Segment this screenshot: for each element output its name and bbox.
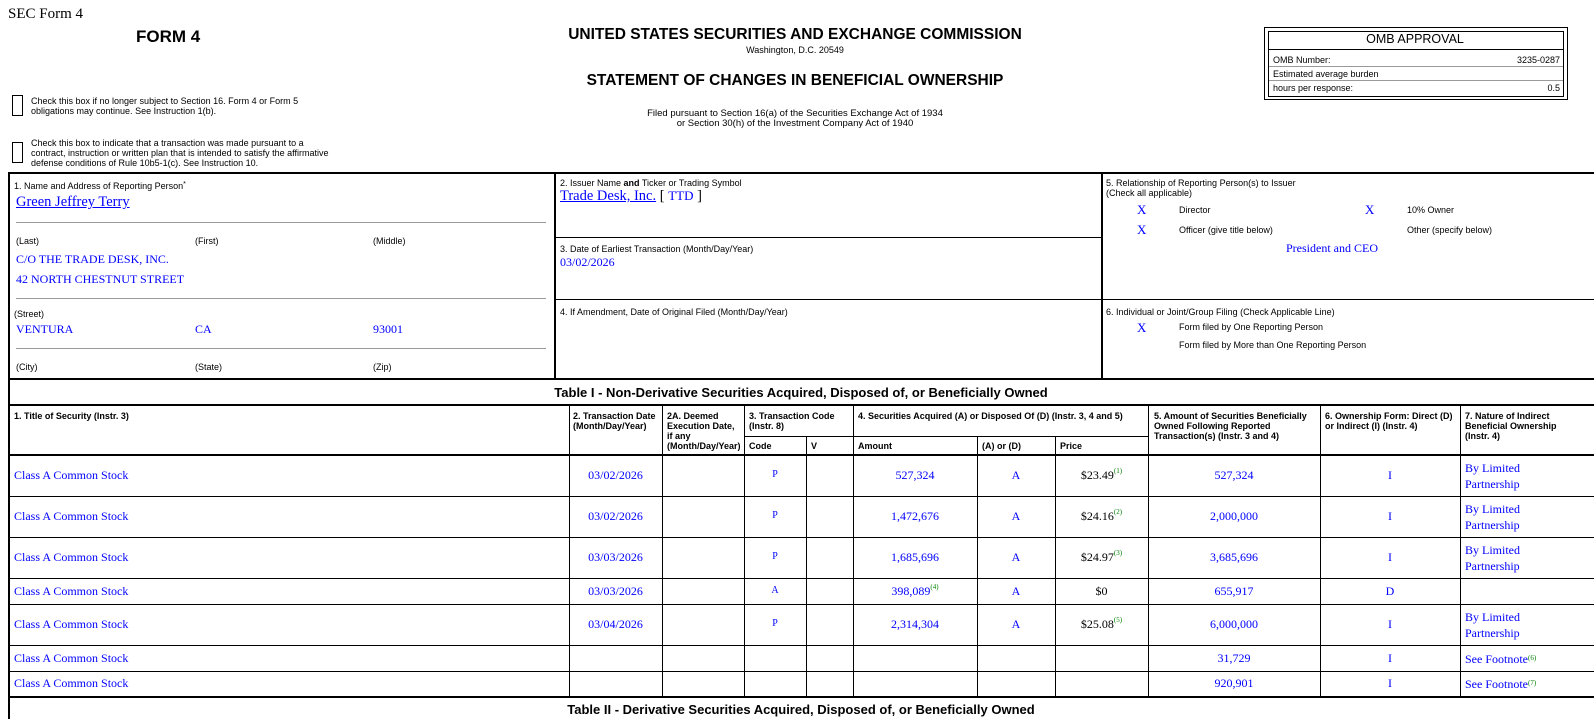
th-nature [1465, 411, 1557, 441]
section16-checkbox[interactable] [12, 95, 23, 116]
th-aord: (A) or (D) [982, 441, 1021, 451]
cell-aord: A [1011, 584, 1021, 598]
officer-mark: X [1137, 222, 1147, 237]
ten-percent-owner-label: 10% Owner [1407, 205, 1455, 215]
checkbox2-line1: Check this box to indicate that a transaction was made pursuant to a [31, 138, 304, 148]
th-form [1325, 411, 1453, 431]
cell-code: A [771, 585, 779, 596]
omb-title: OMB APPROVAL [1366, 32, 1464, 46]
amount-footnote[interactable]: (4) [930, 583, 939, 591]
director-mark: X [1137, 202, 1147, 217]
cell-nature [1465, 542, 1520, 574]
box5-label-line2: (Check all applicable) [1106, 188, 1193, 198]
cell-form: I [1388, 550, 1392, 564]
box3-label: 3. Date of Earliest Transaction (Month/Day/Year) [560, 244, 754, 254]
director-label: Director [1179, 205, 1211, 215]
cell-form: I [1388, 617, 1392, 631]
cell-form: I [1388, 651, 1392, 665]
statement-title: STATEMENT OF CHANGES IN BENEFICIAL OWNERSHIP [586, 72, 1004, 89]
checkbox2-line3: defense conditions of Rule 10b5-1(c). See Instruction 10. [31, 158, 259, 168]
officer-label: Officer (give title below) [1179, 225, 1273, 235]
omb-hours-value: 0.5 [1547, 83, 1560, 93]
th-form-2: or Indirect (I) (Instr. 4) [1325, 421, 1418, 431]
cell-title: Class A Common Stock [14, 651, 129, 665]
cell-amount [853, 617, 977, 632]
th-owned-2: Owned Following Reported [1154, 421, 1271, 431]
nature-footnote[interactable]: (7) [1528, 679, 1537, 687]
omb-divider [1269, 49, 1563, 50]
cell-owned: 2,000,000 [1210, 509, 1258, 523]
th-code: Code [749, 441, 772, 451]
table2-title: Table II - Derivative Securities Acquired, Disposed of, or Beneficially Owned [567, 702, 1035, 717]
city-label: (City) [16, 362, 38, 372]
th-date-1: 2. Transaction Date [573, 411, 656, 421]
cell-owned: 3,685,696 [1210, 550, 1258, 564]
omb-number-label: OMB Number: [1273, 55, 1331, 65]
nature-footnote[interactable]: (6) [1528, 654, 1537, 662]
cell-form: D [1385, 584, 1395, 598]
th-owned-1: 5. Amount of Securities Beneficially [1154, 411, 1307, 421]
th-deemed-4: (Month/Day/Year) [667, 441, 741, 451]
cell-amount [853, 468, 977, 483]
cell-title: Class A Common Stock [14, 617, 129, 631]
cell-owned: 920,901 [1214, 676, 1254, 690]
th-deemed-1: 2A. Deemed [667, 411, 719, 421]
ticker-symbol: TTD [668, 188, 694, 203]
nature-line2: Partnership [1465, 518, 1520, 532]
cell-title: Class A Common Stock [14, 509, 129, 523]
price-footnote[interactable]: (1) [1113, 467, 1123, 475]
agency-title: UNITED STATES SECURITIES AND EXCHANGE COMMISSION [568, 26, 1022, 43]
subheader-line [744, 436, 1148, 437]
last-label: (Last) [16, 236, 40, 246]
earliest-transaction-date: 03/02/2026 [560, 255, 615, 269]
omb-divider-2 [1269, 66, 1563, 67]
price-value: $0 [1095, 584, 1108, 598]
price-value: $23.49 [1080, 468, 1114, 482]
cell-form: I [1388, 676, 1392, 690]
box2-label-bold: and [623, 178, 640, 188]
cell-owned: 527,324 [1214, 468, 1254, 482]
cell-owned: 655,917 [1214, 584, 1254, 598]
city-underline [16, 348, 546, 349]
box2-bottom-border [555, 237, 1101, 238]
cell-form: I [1388, 509, 1392, 523]
rule10b5-checkbox[interactable] [12, 142, 23, 163]
th-nature-3: (Instr. 4) [1465, 431, 1501, 441]
filed-line-2: or Section 30(h) of the Investment Company Act of 1940 [676, 118, 914, 129]
amount-value: 398,089 [891, 584, 931, 598]
th-code-group-2: (Instr. 8) [749, 421, 785, 431]
cell-aord: A [1011, 550, 1021, 564]
checkbox2-line2: contract, instruction or written plan that is intended to satisfy the affirmative [31, 148, 329, 158]
box4-label: 4. If Amendment, Date of Original Filed (Month/Day/Year) [560, 307, 788, 317]
box2-right-border [1101, 172, 1103, 380]
cell-title: Class A Common Stock [14, 676, 129, 690]
cell-nature [1465, 460, 1520, 492]
th-v: V [811, 441, 818, 451]
address-line-2: 42 NORTH CHESTNUT STREET [16, 272, 185, 286]
cell-nature [1465, 609, 1520, 641]
multiple-persons-label: Form filed by More than One Reporting Person [1179, 340, 1367, 350]
ticker-bracket-open: [ [659, 188, 665, 204]
nature-line1: By Limited [1465, 502, 1520, 516]
checkbox1-line2: obligations may continue. See Instruction 1(b). [31, 106, 217, 116]
price-footnote[interactable]: (5) [1113, 616, 1123, 624]
box5-bottom-border [1102, 299, 1594, 300]
cell-code: P [772, 469, 778, 480]
th-owned [1154, 411, 1307, 441]
nature-line1: See Footnote [1465, 652, 1528, 666]
one-person-mark: X [1137, 320, 1147, 335]
omb-divider-3 [1269, 80, 1563, 81]
table1-header-top [8, 404, 1594, 406]
omb-burden-label: Estimated average burden [1273, 69, 1379, 79]
box2-label-pre: 2. Issuer Name [560, 178, 624, 188]
omb-hours-label: hours per response: [1273, 83, 1354, 93]
info-bottom-border [8, 378, 1594, 380]
nature-line2: Partnership [1465, 626, 1520, 640]
th-deemed [667, 411, 741, 451]
cell-amount [853, 550, 977, 565]
cell-title: Class A Common Stock [14, 550, 129, 564]
th-nature-1: 7. Nature of Indirect [1465, 411, 1550, 421]
amount-value: 2,314,304 [891, 617, 939, 631]
info-top-border [8, 172, 1594, 174]
cell-price [1055, 468, 1148, 483]
street-label: (Street) [14, 309, 45, 319]
th-securities: 4. Securities Acquired (A) or Disposed Of (D) (Instr. 3, 4 and 5) [858, 411, 1123, 421]
cell-price [1055, 584, 1148, 599]
amount-value: 1,472,676 [891, 509, 939, 523]
omb-number-value: 3235-0287 [1516, 55, 1560, 65]
th-code-group [749, 411, 835, 431]
address-underline [16, 298, 546, 299]
cell-aord: A [1011, 509, 1021, 523]
cell-title: Class A Common Stock [14, 468, 129, 482]
filed-line-1: Filed pursuant to Section 16(a) of the Securities Exchange Act of 1934 [647, 108, 943, 119]
th-nature-2: Beneficial Ownership [1465, 421, 1557, 431]
name-underline [16, 222, 546, 223]
state-label: (State) [195, 362, 223, 372]
nature-line1: By Limited [1465, 461, 1520, 475]
cell-date: 03/02/2026 [588, 468, 643, 482]
officer-title: President and CEO [1286, 241, 1378, 255]
cell-price [1055, 617, 1148, 632]
price-value: $24.16 [1080, 509, 1114, 523]
th-amount: Amount [858, 441, 892, 451]
cell-nature [1465, 676, 1536, 692]
cell-date: 03/03/2026 [588, 550, 643, 564]
cell-owned: 6,000,000 [1210, 617, 1258, 631]
box3-bottom-border [555, 299, 1101, 300]
cell-aord: A [1011, 617, 1021, 631]
one-person-label: Form filed by One Reporting Person [1179, 322, 1324, 332]
th-owned-3: Transaction(s) (Instr. 3 and 4) [1154, 431, 1280, 441]
cell-nature [1465, 501, 1520, 533]
agency-location: Washington, D.C. 20549 [746, 45, 844, 55]
section16-checkbox-text [31, 96, 298, 116]
cell-form: I [1388, 468, 1392, 482]
amount-value: 1,685,696 [891, 550, 939, 564]
box1-label-text: 1. Name and Address of Reporting Person [14, 181, 184, 191]
th-form-1: 6. Ownership Form: Direct (D) [1325, 411, 1453, 421]
cell-aord: A [1011, 468, 1021, 482]
th-date-2: (Month/Day/Year) [573, 421, 647, 431]
cell-price [1055, 550, 1148, 565]
issuer-link[interactable]: Trade Desk, Inc. [560, 188, 657, 204]
middle-label: (Middle) [373, 236, 406, 246]
nature-line1: By Limited [1465, 543, 1520, 557]
checkbox1-line1: Check this box if no longer subject to Section 16. Form 4 or Form 5 [31, 96, 299, 106]
nature-line2: Partnership [1465, 477, 1520, 491]
nature-line1: See Footnote [1465, 677, 1528, 691]
ten-percent-owner-mark: X [1365, 202, 1375, 217]
th-title: 1. Title of Security (Instr. 3) [14, 411, 129, 421]
box1-label [14, 181, 186, 191]
th-price: Price [1060, 441, 1083, 451]
nature-line2: Partnership [1465, 559, 1520, 573]
box6-label: 6. Individual or Joint/Group Filing (Check Applicable Line) [1106, 307, 1335, 317]
price-footnote[interactable]: (2) [1113, 508, 1123, 516]
reporting-person-link[interactable]: Green Jeffrey Terry [16, 194, 130, 210]
cell-owned: 31,729 [1217, 651, 1251, 665]
city-value: VENTURA [16, 322, 74, 336]
price-value: $25.08 [1080, 617, 1114, 631]
box2-label-post: Ticker or Trading Symbol [639, 178, 742, 188]
address-line-1: C/O THE TRADE DESK, INC. [16, 252, 169, 266]
cell-amount [853, 584, 977, 599]
cell-date: 03/04/2026 [588, 617, 643, 631]
first-label: (First) [195, 236, 219, 246]
price-value: $24.97 [1080, 550, 1114, 564]
cell-title: Class A Common Stock [14, 584, 129, 598]
th-code-group-1: 3. Transaction Code [749, 411, 835, 421]
box5-label-line1: 5. Relationship of Reporting Person(s) to Issuer [1106, 178, 1296, 188]
nature-line1: By Limited [1465, 610, 1520, 624]
th-deemed-2: Execution Date, [667, 421, 735, 431]
cell-date: 03/02/2026 [588, 509, 643, 523]
issuer-line [560, 188, 702, 205]
zip-label: (Zip) [373, 362, 392, 372]
cell-code: P [772, 510, 778, 521]
th-date [573, 411, 656, 431]
omb-approval-box [1264, 27, 1568, 100]
zip-value: 93001 [373, 322, 403, 336]
cell-amount [853, 509, 977, 524]
cell-nature [1465, 651, 1536, 667]
ticker-bracket-close: ] [697, 188, 702, 204]
price-footnote[interactable]: (3) [1113, 549, 1123, 557]
box5-label [1106, 178, 1296, 198]
box1-label-star: * [183, 181, 186, 188]
other-label: Other (specify below) [1407, 225, 1493, 235]
cell-date: 03/03/2026 [588, 584, 643, 598]
cell-code: P [772, 618, 778, 629]
form-title: FORM 4 [136, 27, 201, 46]
cell-price [1055, 509, 1148, 524]
box1-right-border [554, 172, 556, 380]
th-deemed-3: if any [667, 431, 691, 441]
table1-bottom [8, 696, 1594, 698]
cell-code: P [772, 551, 778, 562]
sec-form-label: SEC Form 4 [8, 6, 84, 22]
rule10b5-checkbox-text [31, 138, 328, 168]
amount-value: 527,324 [895, 468, 935, 482]
table1-title: Table I - Non-Derivative Securities Acquired, Disposed of, or Beneficially Owned [554, 385, 1048, 400]
box2-label [560, 178, 742, 188]
filed-pursuant [545, 109, 1045, 129]
state-value: CA [195, 322, 212, 336]
